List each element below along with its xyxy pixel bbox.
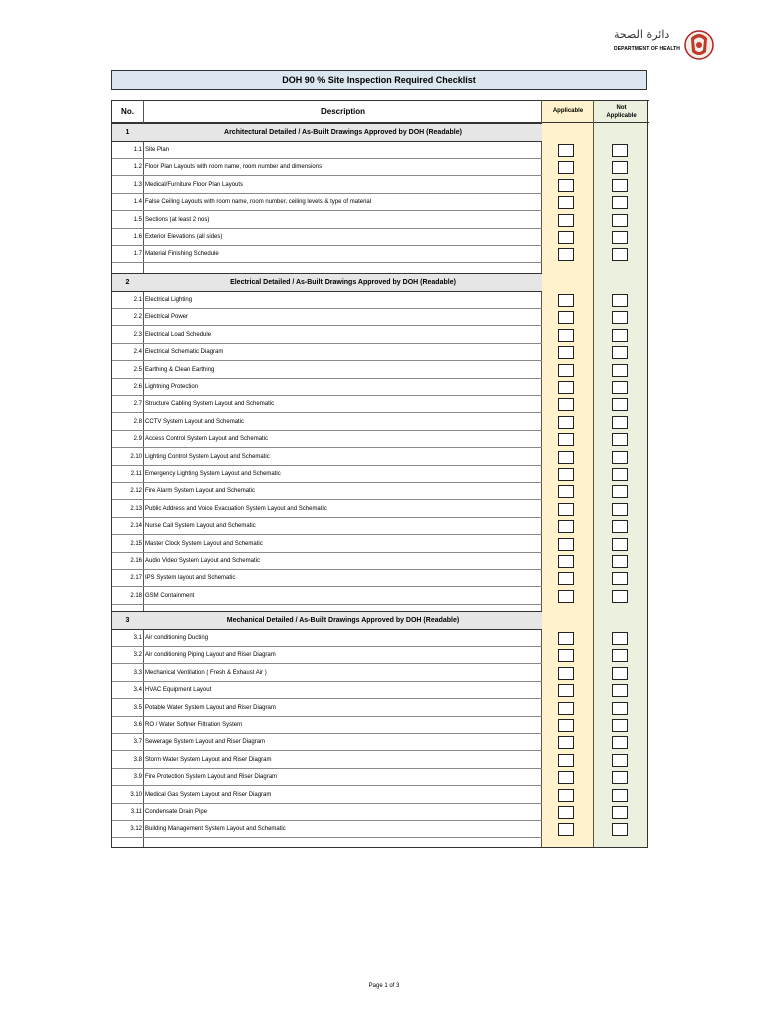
item-description: Material Finishing Schedule	[145, 251, 219, 258]
checklist-row	[112, 142, 542, 159]
not-applicable-checkbox[interactable]	[612, 684, 628, 697]
not-applicable-checkbox[interactable]	[612, 632, 628, 645]
applicable-checkbox[interactable]	[558, 468, 574, 481]
item-number: 2.9	[133, 436, 142, 443]
header-description: Description	[320, 107, 365, 116]
applicable-checkbox[interactable]	[558, 555, 574, 568]
item-description: RO / Water Softner Filtration System	[145, 722, 243, 728]
not-applicable-checkbox[interactable]	[612, 179, 628, 192]
item-number: 2.1	[133, 297, 142, 303]
item-number: 2.7	[133, 401, 142, 408]
applicable-checkbox[interactable]	[558, 736, 574, 749]
checklist-row	[112, 483, 542, 500]
checklist-row	[112, 536, 542, 553]
applicable-checkbox[interactable]	[558, 231, 574, 244]
not-applicable-checkbox[interactable]	[612, 294, 628, 307]
applicable-checkbox[interactable]	[558, 771, 574, 784]
item-description: Sewerage System Layout and Riser Diagram	[145, 739, 266, 746]
item-description: Site Plan	[145, 147, 170, 153]
item-description: Mechanical Ventilation ( Fresh & Exhaust Air )	[145, 669, 267, 676]
section-header-1	[112, 123, 542, 142]
item-number: 3.5	[133, 704, 142, 711]
item-description: Structure Cabling System Layout and Schematic	[145, 401, 275, 408]
applicable-checkbox[interactable]	[558, 451, 574, 464]
applicable-checkbox[interactable]	[558, 364, 574, 377]
item-number: 1.7	[133, 251, 142, 258]
item-description: Emergency Lighting System Layout and Schematic	[145, 471, 281, 477]
item-description: Lightning Protection	[145, 384, 199, 390]
applicable-checkbox[interactable]	[558, 719, 574, 732]
applicable-checkbox[interactable]	[558, 572, 574, 585]
applicable-checkbox[interactable]	[558, 144, 574, 157]
item-number: 1.3	[133, 181, 142, 188]
item-description: GSM Containment	[145, 592, 195, 599]
section-title: Electrical Detailed / As-Built Drawings Approved by DOH (Readable)	[230, 279, 456, 286]
item-description: Electrical Load Schedule	[145, 331, 212, 338]
item-description: Public Address and Voice Evacuation System Layout and Schematic	[145, 505, 327, 512]
item-description: IPS System layout and Schematic	[145, 575, 236, 582]
item-number: 2.14	[130, 523, 142, 530]
item-description: Condensate Drain Pipe	[145, 809, 208, 815]
applicable-column-divider	[593, 100, 594, 847]
item-description: Floor Plan Layouts with room name, room number and dimensions	[145, 164, 323, 171]
applicable-checkbox[interactable]	[558, 754, 574, 767]
item-number: 3.8	[133, 756, 142, 763]
item-number: 3.10	[130, 791, 142, 798]
item-number: 1.6	[133, 234, 142, 240]
not-applicable-checkbox[interactable]	[612, 702, 628, 715]
item-number: 3.9	[133, 774, 142, 781]
section-header-3	[112, 611, 542, 630]
not-applicable-checkbox[interactable]	[612, 433, 628, 446]
item-description: Exterior Elevations (all sides)	[145, 234, 223, 240]
logo-english-text: DEPARTMENT OF HEALTH	[614, 46, 680, 52]
not-applicable-checkbox[interactable]	[612, 381, 628, 394]
checklist-row	[112, 362, 542, 379]
not-applicable-checkbox[interactable]	[612, 248, 628, 261]
not-applicable-checkbox[interactable]	[612, 329, 628, 342]
doh-logo	[610, 26, 720, 62]
applicable-checkbox[interactable]	[558, 520, 574, 533]
not-applicable-checkbox[interactable]	[612, 231, 628, 244]
item-number: 2.13	[130, 505, 142, 512]
item-description: Storm Water System Layout and Riser Diagram	[145, 756, 272, 763]
applicable-checkbox[interactable]	[558, 684, 574, 697]
item-description: Audio Video System Layout and Schematic	[145, 558, 260, 564]
checklist-row	[112, 194, 542, 211]
applicable-checkbox[interactable]	[558, 381, 574, 394]
checklist-row	[112, 449, 542, 466]
checklist-row	[112, 665, 542, 682]
row-divider	[112, 262, 542, 263]
applicable-checkbox[interactable]	[558, 416, 574, 429]
applicable-checkbox[interactable]	[558, 294, 574, 307]
checklist-row	[112, 501, 542, 518]
item-number: 2.6	[133, 384, 142, 390]
header-not-applicable-line2: Applicable	[606, 113, 637, 119]
row-divider	[112, 837, 542, 838]
applicable-checkbox[interactable]	[558, 179, 574, 192]
item-description: HVAC Equipment Layout	[145, 687, 212, 694]
checklist-row	[112, 630, 542, 647]
checklist-row	[112, 769, 542, 786]
not-applicable-checkbox[interactable]	[612, 754, 628, 767]
applicable-checkbox[interactable]	[558, 311, 574, 324]
item-number: 2.10	[130, 453, 142, 460]
item-number: 2.15	[130, 540, 142, 547]
item-description: Fire Protection System Layout and Riser Diagram	[145, 774, 278, 781]
applicable-checkbox[interactable]	[558, 806, 574, 819]
item-number: 3.7	[133, 739, 142, 746]
not-applicable-checkbox[interactable]	[612, 719, 628, 732]
not-applicable-checkbox[interactable]	[612, 649, 628, 662]
checklist-row	[112, 309, 542, 326]
item-description: Access Control System Layout and Schematic	[145, 436, 269, 443]
item-description: Electrical Power	[145, 314, 189, 321]
checklist-row	[112, 804, 542, 821]
item-description: Electrical Lighting	[145, 297, 193, 303]
section-number: 1	[125, 129, 130, 136]
not-applicable-checkbox[interactable]	[612, 398, 628, 411]
checklist-row	[112, 553, 542, 570]
item-description: Earthing & Clean Earthing	[145, 366, 215, 373]
not-applicable-checkbox[interactable]	[612, 468, 628, 481]
item-number: 2.2	[133, 314, 142, 321]
item-number: 3.2	[133, 652, 142, 659]
checklist-row	[112, 700, 542, 717]
checklist-row	[112, 588, 542, 605]
checklist-row	[112, 734, 542, 751]
item-description: Sections (at least 2 nos)	[145, 216, 210, 223]
checklist-row	[112, 379, 542, 396]
applicable-checkbox[interactable]	[558, 248, 574, 261]
not-applicable-checkbox[interactable]	[612, 538, 628, 551]
checklist-table	[111, 100, 648, 848]
checklist-row	[112, 647, 542, 664]
applicable-checkbox[interactable]	[558, 789, 574, 802]
checklist-row	[112, 292, 542, 309]
section-title: Architectural Detailed / As-Built Drawings Approved by DOH (Readable)	[224, 129, 462, 136]
item-number: 3.11	[130, 809, 142, 815]
item-number: 3.1	[133, 635, 142, 641]
checklist-row	[112, 717, 542, 734]
applicable-checkbox[interactable]	[558, 433, 574, 446]
checklist-row	[112, 752, 542, 769]
checklist-row	[112, 327, 542, 344]
item-number: 3.12	[130, 826, 142, 833]
checklist-row	[112, 229, 542, 246]
not-applicable-checkbox[interactable]	[612, 196, 628, 209]
checklist-row	[112, 431, 542, 448]
item-number: 2.8	[133, 418, 142, 425]
checklist-row	[112, 396, 542, 413]
row-divider	[112, 604, 542, 605]
item-number: 2.18	[130, 592, 142, 599]
not-applicable-checkbox[interactable]	[612, 161, 628, 174]
page-footer: Page 1 of 3	[368, 983, 400, 989]
not-applicable-checkbox[interactable]	[612, 736, 628, 749]
applicable-checkbox[interactable]	[558, 329, 574, 342]
not-applicable-checkbox[interactable]	[612, 214, 628, 227]
not-applicable-checkbox[interactable]	[612, 503, 628, 516]
not-applicable-checkbox[interactable]	[612, 144, 628, 157]
applicable-checkbox[interactable]	[558, 214, 574, 227]
applicable-checkbox[interactable]	[558, 590, 574, 603]
checklist-row	[112, 570, 542, 587]
section-number: 2	[125, 279, 130, 286]
not-applicable-checkbox[interactable]	[612, 555, 628, 568]
logo-arabic-text: دائرة الصحة	[614, 28, 670, 41]
header-not-applicable	[594, 101, 649, 122]
item-number: 1.5	[133, 216, 142, 223]
item-number: 3.6	[133, 722, 142, 728]
section-number: 3	[125, 617, 130, 624]
checklist-row	[112, 414, 542, 431]
item-number: 2.11	[130, 471, 142, 477]
item-number: 2.5	[133, 366, 142, 373]
not-applicable-checkbox[interactable]	[612, 451, 628, 464]
item-description: Medical Gas System Layout and Riser Diagram	[145, 791, 272, 798]
checklist-row	[112, 466, 542, 483]
item-number: 1.1	[133, 147, 142, 153]
checklist-title: DOH 90 % Site Inspection Required Checklist	[111, 70, 647, 90]
applicable-checkbox[interactable]	[558, 503, 574, 516]
item-description: Medical/Furniture Floor Plan Layouts	[145, 181, 244, 188]
item-description: Master Clock System Layout and Schematic	[145, 540, 263, 547]
not-applicable-checkbox[interactable]	[612, 485, 628, 498]
applicable-checkbox[interactable]	[558, 398, 574, 411]
applicable-checkbox[interactable]	[558, 632, 574, 645]
item-number: 2.3	[133, 331, 142, 338]
checklist-row	[112, 212, 542, 229]
item-number: 2.17	[130, 575, 142, 582]
abu-dhabi-seal-icon	[682, 26, 716, 62]
applicable-checkbox[interactable]	[558, 667, 574, 680]
item-description: Building Management System Layout and Schematic	[145, 826, 286, 833]
item-description: False Ceiling Layouts with room name, room number, ceiling levels & type of material	[145, 199, 372, 206]
not-applicable-checkbox[interactable]	[612, 789, 628, 802]
applicable-checkbox[interactable]	[558, 346, 574, 359]
checklist-row	[112, 159, 542, 176]
not-applicable-checkbox[interactable]	[612, 771, 628, 784]
checklist-row	[112, 518, 542, 535]
applicable-checkbox[interactable]	[558, 196, 574, 209]
checklist-row	[112, 821, 542, 838]
item-description: Fire Alarm System Layout and Schematic	[145, 488, 256, 495]
not-applicable-checkbox[interactable]	[612, 823, 628, 836]
table-header	[112, 100, 649, 123]
item-number: 3.3	[133, 669, 142, 676]
not-applicable-checkbox[interactable]	[612, 520, 628, 533]
checklist-row	[112, 787, 542, 804]
applicable-checkbox[interactable]	[558, 823, 574, 836]
applicable-checkbox[interactable]	[558, 161, 574, 174]
item-number: 1.2	[133, 164, 142, 171]
item-number: 1.4	[133, 199, 142, 206]
not-applicable-checkbox[interactable]	[612, 667, 628, 680]
section-title: Mechanical Detailed / As-Built Drawings Approved by DOH (Readable)	[226, 617, 460, 624]
not-applicable-checkbox[interactable]	[612, 346, 628, 359]
checklist-row	[112, 246, 542, 263]
item-number: 3.4	[133, 687, 142, 694]
applicable-checkbox[interactable]	[558, 649, 574, 662]
item-description: Air conditioning Ducting	[145, 635, 209, 641]
item-number: 2.4	[133, 349, 142, 356]
header-applicable: Applicable	[552, 108, 584, 114]
checklist-row	[112, 177, 542, 194]
not-applicable-checkbox[interactable]	[612, 364, 628, 377]
item-number: 2.16	[130, 558, 142, 564]
checklist-row	[112, 682, 542, 699]
header-not-applicable-line1: Not	[616, 105, 627, 111]
item-description: Lighting Control System Layout and Schematic	[145, 453, 270, 460]
applicable-checkbox[interactable]	[558, 485, 574, 498]
section-header-2	[112, 273, 542, 292]
not-applicable-checkbox[interactable]	[612, 572, 628, 585]
not-applicable-checkbox[interactable]	[612, 806, 628, 819]
item-number: 2.12	[130, 488, 142, 495]
header-no: No.	[121, 107, 134, 116]
applicable-checkbox[interactable]	[558, 538, 574, 551]
checklist-row	[112, 344, 542, 361]
not-applicable-checkbox[interactable]	[612, 416, 628, 429]
item-description: Electrical Schematic Diagram	[145, 349, 224, 356]
item-description: Nurse Call System Layout and Schematic	[145, 523, 256, 530]
not-applicable-checkbox[interactable]	[612, 590, 628, 603]
item-description: CCTV System Layout and Schematic	[145, 418, 245, 425]
item-description: Air conditioning Piping Layout and Riser Diagram	[145, 652, 276, 659]
item-description: Potable Water System Layout and Riser Diagram	[145, 704, 276, 711]
not-applicable-checkbox[interactable]	[612, 311, 628, 324]
applicable-checkbox[interactable]	[558, 702, 574, 715]
